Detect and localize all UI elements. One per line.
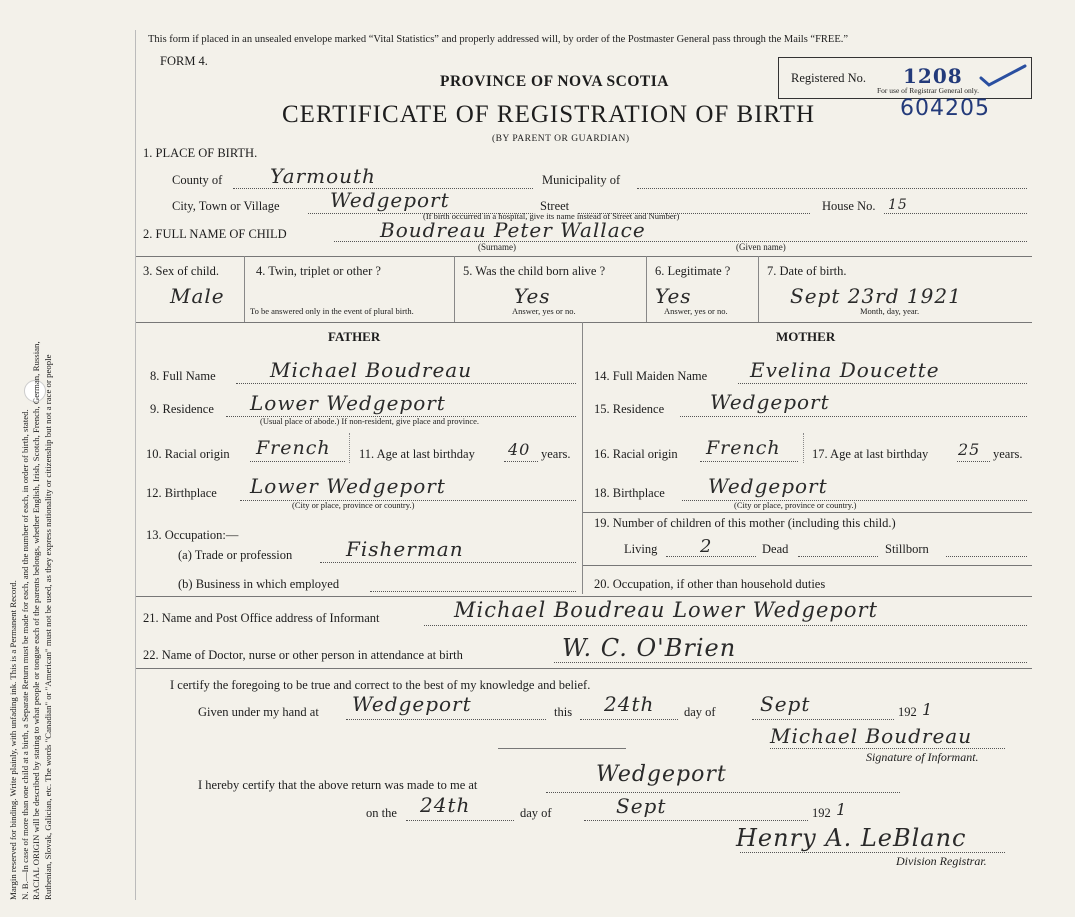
short-rule xyxy=(498,748,626,749)
child-name-value: Boudreau Peter Wallace xyxy=(380,218,646,242)
registrar-year-prefix: 192 xyxy=(812,806,831,820)
alive-value: Yes xyxy=(514,284,551,308)
father-occupation-label: 13. Occupation:— xyxy=(146,528,239,542)
legitimate-label: 6. Legitimate ? xyxy=(655,264,731,278)
alive-label: 5. Was the child born alive ? xyxy=(463,264,606,278)
mother-name-label: 14. Full Maiden Name xyxy=(594,369,708,383)
divider-2 xyxy=(454,256,455,322)
certificate-subtitle: (BY PARENT OR GUARDIAN) xyxy=(492,134,630,144)
mother-age-value: 25 xyxy=(958,440,981,459)
father-heading: FATHER xyxy=(328,329,381,344)
registrar-year-suffix: 1 xyxy=(836,800,848,819)
mother-birthplace-label: 18. Birthplace xyxy=(594,486,665,500)
check-mark-icon xyxy=(977,62,1029,88)
margin-line-1: Margin reserved for binding. Write plainly, with unfading ink. This is a Permanent Record. xyxy=(8,580,18,900)
doctor-line xyxy=(554,662,1027,663)
living-label: Living xyxy=(624,542,658,556)
mother-residence-line xyxy=(680,416,1027,417)
certify-day-value: 24th xyxy=(604,692,655,716)
informant-label: 21. Name and Post Office address of Informant xyxy=(143,611,380,625)
mother-race-line xyxy=(700,461,798,462)
date-of-birth-label: 7. Date of birth. xyxy=(767,264,847,278)
mother-occupation-label: 20. Occupation, if other than household duties xyxy=(594,577,826,591)
certify-day-line xyxy=(580,719,678,720)
child-name-label: 2. FULL NAME OF CHILD xyxy=(143,227,287,241)
registrar-day-of-label: day of xyxy=(520,806,552,820)
margin-instructions xyxy=(8,10,54,900)
rule-certify-top xyxy=(136,668,1032,669)
father-business-label: (b) Business in which employed xyxy=(178,577,340,591)
father-name-line xyxy=(236,383,576,384)
father-race-line xyxy=(250,461,345,462)
father-residence-note: (Usual place of abode.) If non-resident, give place and province. xyxy=(260,416,480,426)
informant-signature-label: Signature of Informant. xyxy=(866,750,979,764)
certify-this-label: this xyxy=(554,705,573,719)
father-trade-label: (a) Trade or profession xyxy=(178,548,293,562)
registrar-month-line xyxy=(584,820,808,821)
mother-race-divider xyxy=(803,433,804,463)
twin-label: 4. Twin, triplet or other ? xyxy=(256,264,381,278)
registered-value: 1208 xyxy=(903,64,963,88)
date-of-birth-note: Month, day, year. xyxy=(860,306,920,316)
city-value: Wedgeport xyxy=(330,188,450,212)
mother-race-value: French xyxy=(706,437,781,459)
registrar-day-value: 24th xyxy=(420,793,471,817)
living-value: 2 xyxy=(700,536,713,557)
mother-residence-label: 15. Residence xyxy=(594,402,665,416)
informant-signature-line xyxy=(770,748,1005,749)
margin-line-3: RACIAL ORIGIN will be described by stating to what people or tongue each of the parents belongs, whether English, Irish, Scotch, French, German, Russian, xyxy=(31,341,41,900)
registrar-month-value: Sept xyxy=(616,794,667,818)
mother-race-label: 16. Racial origin xyxy=(594,447,678,461)
registrar-place-value: Wedgeport xyxy=(596,762,727,787)
father-race-divider xyxy=(349,433,350,463)
parents-divider xyxy=(582,322,583,594)
mother-residence-value: Wedgeport xyxy=(710,390,830,414)
father-birthplace-note: (City or place, province or country.) xyxy=(292,500,415,510)
registered-number-box xyxy=(778,57,1032,99)
certify-year-suffix: 1 xyxy=(922,700,934,719)
rule-parents-top xyxy=(136,322,1032,323)
registrar-signature-label: Division Registrar. xyxy=(896,854,987,868)
divider-1 xyxy=(244,256,245,322)
city-label: City, Town or Village xyxy=(172,199,280,213)
rule-row3-top xyxy=(136,256,1032,257)
mother-birthplace-value: Wedgeport xyxy=(708,474,828,498)
given-place-value: Wedgeport xyxy=(352,692,472,716)
father-residence-label: 9. Residence xyxy=(150,402,214,416)
father-race-label: 10. Racial origin xyxy=(146,447,230,461)
rule-children-top xyxy=(583,512,1032,513)
mother-name-value: Evelina Doucette xyxy=(750,358,940,382)
certify-year-prefix: 192 xyxy=(898,705,917,719)
date-of-birth-value: Sept 23rd 1921 xyxy=(790,284,962,308)
informant-value: Michael Boudreau Lower Wedgeport xyxy=(454,598,878,622)
children-count-label: 19. Number of children of this mother (including this child.) xyxy=(594,516,896,530)
given-name-note: (Given name) xyxy=(736,242,786,252)
given-place-line xyxy=(346,719,546,720)
province-heading: PROVINCE OF NOVA SCOTIA xyxy=(440,73,669,90)
father-trade-value: Fisherman xyxy=(346,537,464,561)
father-name-label: 8. Full Name xyxy=(150,369,216,383)
informant-line xyxy=(424,625,1027,626)
house-line xyxy=(884,213,1027,214)
alive-note: Answer, yes or no. xyxy=(512,306,576,316)
divider-3 xyxy=(646,256,647,322)
hospital-note: (If birth occurred in a hospital, give its name instead of Street and Number) xyxy=(423,211,680,221)
father-name-value: Michael Boudreau xyxy=(270,358,473,382)
father-birthplace-value: Lower Wedgeport xyxy=(250,474,446,498)
rule-occupation-top xyxy=(583,565,1032,566)
registrar-on-the-label: on the xyxy=(366,806,397,820)
registrar-place-line xyxy=(546,792,900,793)
registrar-signature-line xyxy=(740,852,1005,853)
certificate-title: CERTIFICATE OF REGISTRATION OF BIRTH xyxy=(282,101,816,128)
stillborn-label: Stillborn xyxy=(885,542,929,556)
legitimate-value: Yes xyxy=(655,284,692,308)
registrar-day-line xyxy=(406,820,514,821)
form-number: FORM 4. xyxy=(160,54,208,68)
stillborn-line xyxy=(946,556,1027,557)
house-label: House No. xyxy=(822,199,876,213)
doctor-value: W. C. O'Brien xyxy=(562,634,737,662)
registrar-statement: I hereby certify that the above return was made to me at xyxy=(198,778,478,792)
mail-notice: This form if placed in an unsealed envelope marked “Vital Statistics” and properly addressed will, by order of the Postmaster General pass through the Mails “FREE.” xyxy=(148,34,849,45)
registered-label: Registered No. xyxy=(791,71,866,85)
father-birthplace-label: 12. Birthplace xyxy=(146,486,217,500)
street-label: Street xyxy=(540,199,570,213)
father-race-value: French xyxy=(256,437,331,459)
place-of-birth-heading: 1. PLACE OF BIRTH. xyxy=(143,146,258,160)
certify-month-value: Sept xyxy=(760,692,811,716)
registrar-use-note: For use of Registrar General only. xyxy=(877,86,979,95)
sex-value: Male xyxy=(170,284,225,308)
certify-statement: I certify the foregoing to be true and correct to the best of my knowledge and belief. xyxy=(170,678,591,692)
mother-age-label: 17. Age at last birthday xyxy=(812,447,929,461)
registrar-signature: Henry A. LeBlanc xyxy=(736,824,967,852)
margin-divider xyxy=(135,30,136,900)
father-business-line xyxy=(370,591,576,592)
margin-line-4: Ruthenian, Slovak, Galician, etc. The words "Canadian" or "American" must not be used, as they express nationality or citizenship but not a race or people xyxy=(42,354,53,900)
house-value: 15 xyxy=(888,197,908,213)
mother-age-line xyxy=(957,461,990,462)
sex-label: 3. Sex of child. xyxy=(143,264,220,278)
informant-signature: Michael Boudreau xyxy=(770,724,973,748)
stamped-number: 604205 xyxy=(900,96,990,121)
father-years: years. xyxy=(541,447,571,461)
given-under-hand-label: Given under my hand at xyxy=(198,705,319,719)
father-age-line xyxy=(504,461,538,462)
certify-month-line xyxy=(752,719,894,720)
county-value: Yarmouth xyxy=(270,164,376,188)
father-age-label: 11. Age at last birthday xyxy=(359,447,475,461)
municipality-line xyxy=(637,188,1027,189)
mother-birthplace-note: (City or place, province or country.) xyxy=(734,500,857,510)
father-residence-value: Lower Wedgeport xyxy=(250,391,446,415)
municipality-label: Municipality of xyxy=(542,173,621,187)
mother-name-line xyxy=(738,383,1027,384)
dead-line xyxy=(798,556,878,557)
doctor-label: 22. Name of Doctor, nurse or other person in attendance at birth xyxy=(143,648,463,662)
twin-note: To be answered only in the event of plural birth. xyxy=(250,306,414,316)
father-trade-line xyxy=(320,562,576,563)
mother-heading: MOTHER xyxy=(776,329,836,344)
rule-informant-top xyxy=(136,596,1032,597)
surname-note: (Surname) xyxy=(478,242,516,252)
divider-4 xyxy=(758,256,759,322)
margin-line-2: N. B.—In case of more than one child at a birth, a Separate Return must be made for each, and the number of each, in order of birth, stated. xyxy=(19,409,30,900)
certify-day-of-label: day of xyxy=(684,705,716,719)
mother-years: years. xyxy=(993,447,1023,461)
father-age-value: 40 xyxy=(508,440,531,459)
legitimate-note: Answer, yes or no. xyxy=(664,306,728,316)
county-label: County of xyxy=(172,173,223,187)
dead-label: Dead xyxy=(762,542,789,556)
